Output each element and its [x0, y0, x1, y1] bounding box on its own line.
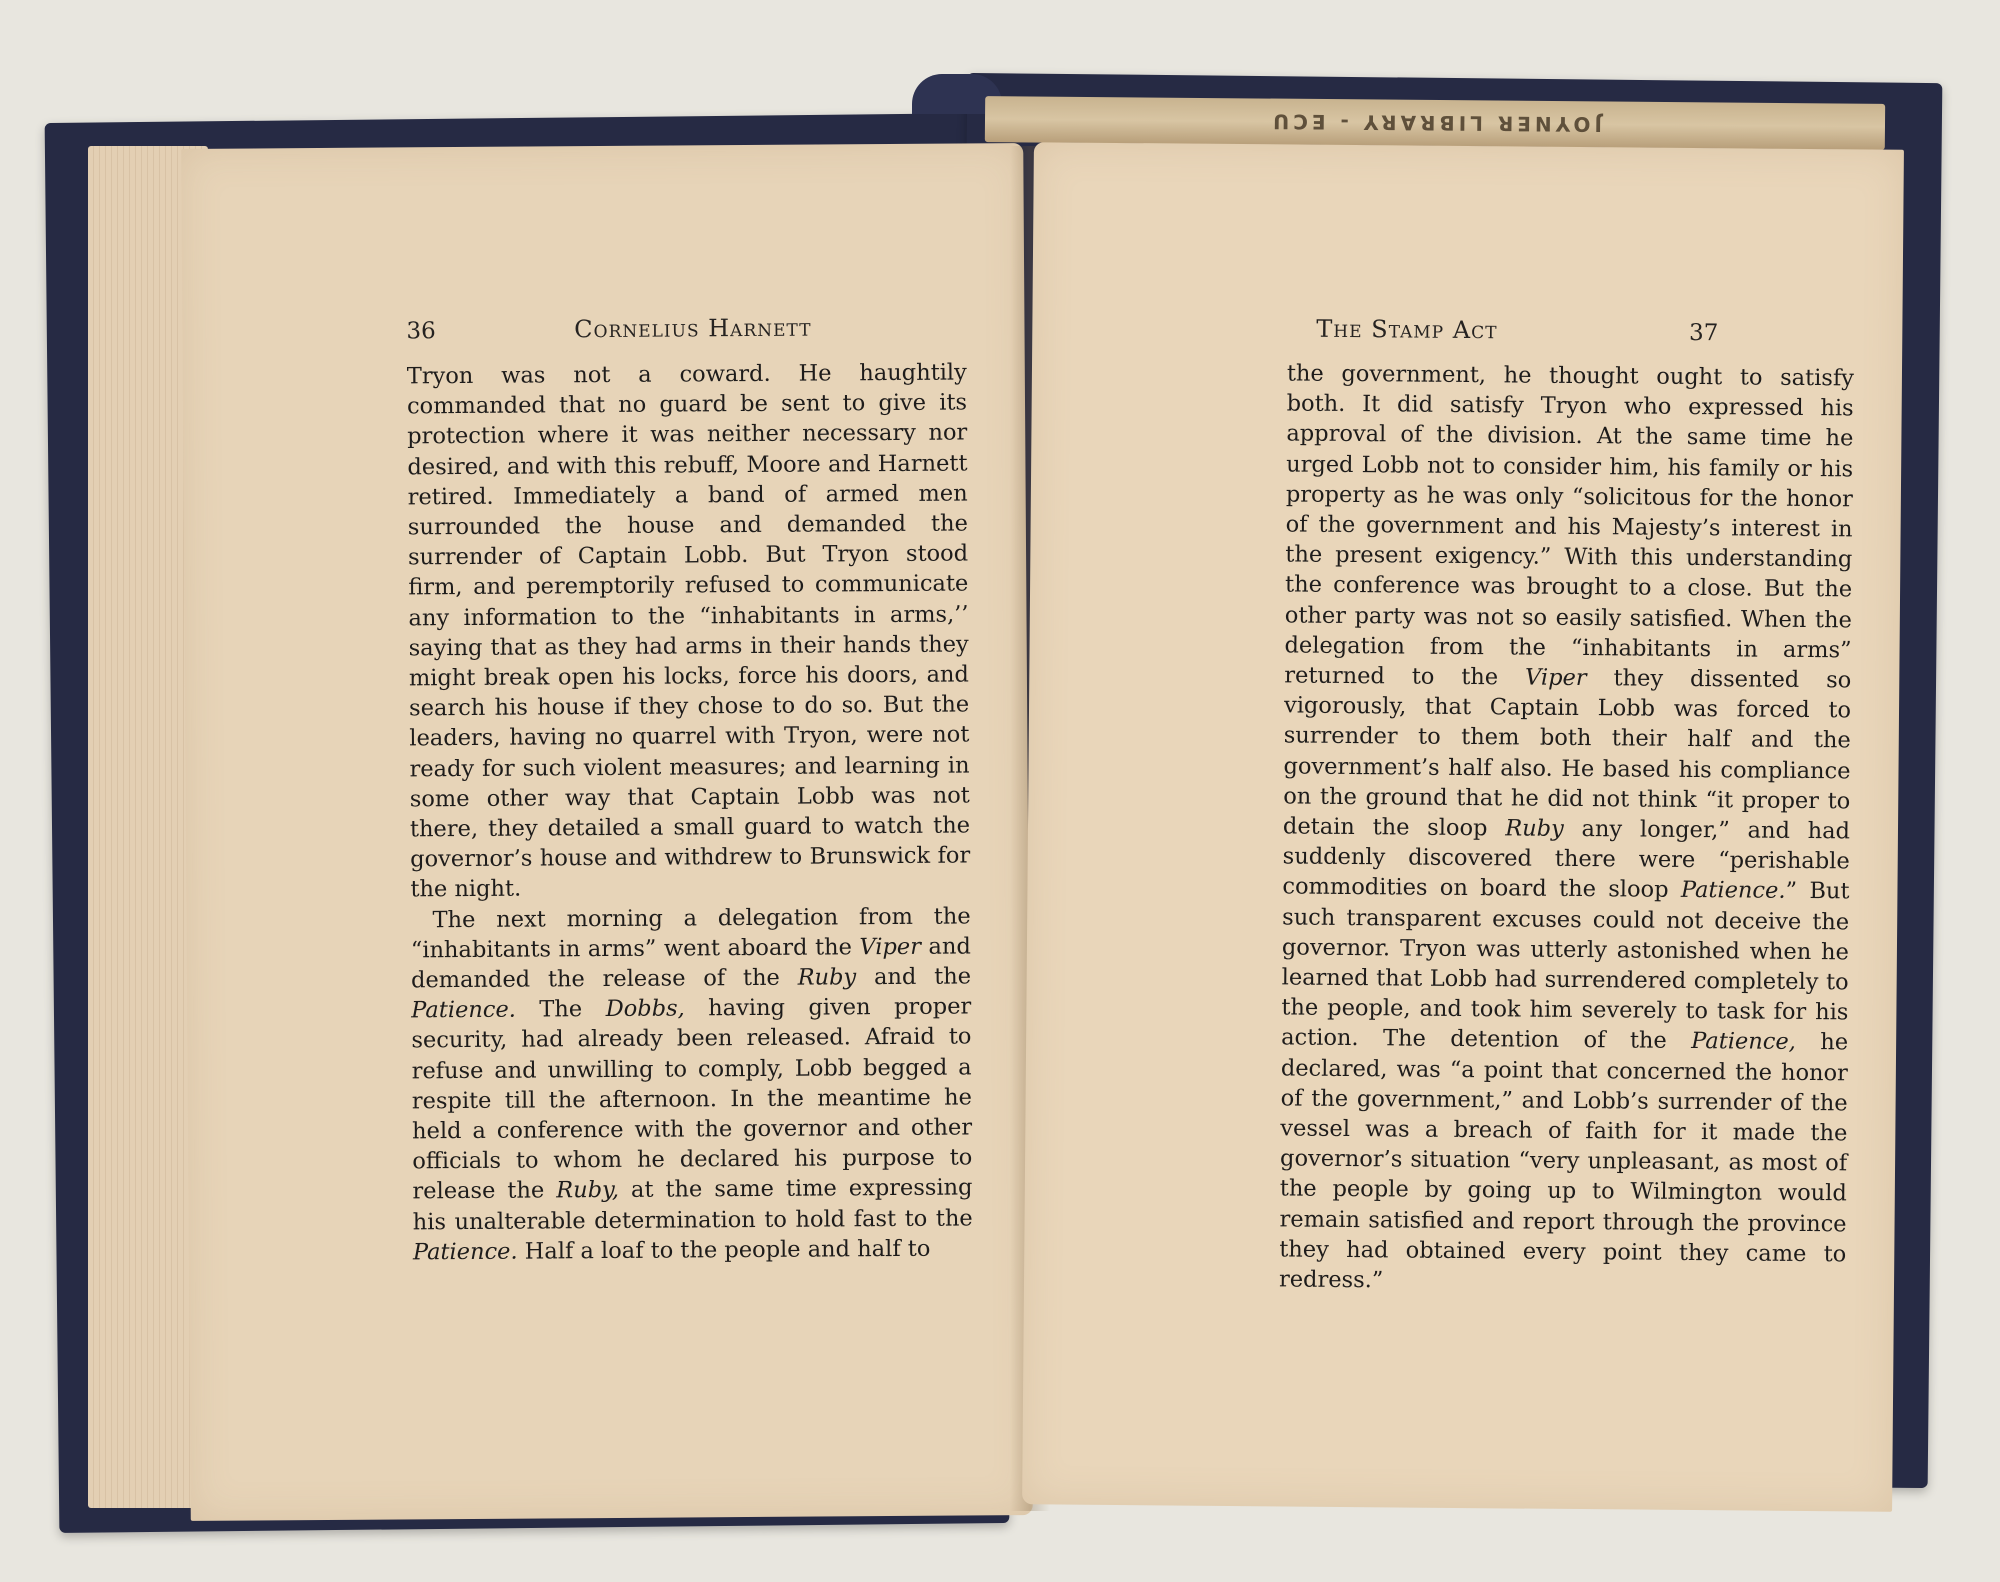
italic-text: Viper: [859, 933, 922, 961]
italic-text: Dobbs,: [605, 995, 685, 1023]
running-head-title: The Stamp Act: [1316, 314, 1498, 345]
right-running-head: [1316, 315, 1718, 347]
italic-text: Patience,: [1691, 1028, 1796, 1056]
text-run: Tryon was not a coward. He haughtily commanded that no guard be sent to give its protection where it was neither necessary nor desired, and with this rebuff, Moore and Harnett retired. Immediately a band of armed men surrounded the house and demanded the surrender of Captain Lobb. But Tryon stood firm, and peremptorily refused to communicate any information to the “inhabitants in arms,’’ saying that as they had arms in their hands they might break open his locks, force his doors, and search his house if they chose to do so. But the leaders, having no quarrel with Tryon, were not ready for such violent measures; and learning in some other way that Captain Lobb was not there, they detailed a small guard to watch the governor’s house and withdrew to Brunswick for the night.: [406, 359, 971, 903]
paragraph: [1279, 358, 1854, 1299]
left-page: [181, 143, 1033, 1521]
italic-text: Ruby: [797, 964, 857, 991]
right-page: [1022, 142, 1904, 1512]
text-run: Half a loaf to the people and half to: [517, 1235, 931, 1265]
text-run: any longer,” and had suddenly discovered there were “perishable commodities on board the sloop: [1282, 815, 1851, 904]
text-run: at the same time expressing his unalterable determination to hold fast to the: [412, 1174, 973, 1236]
text-run: they dissented so vigorously, that Captain Lobb was forced to surrender to them both their half and the government’s half also. He based his compliance on the ground that he did not think “it proper to detain the sloop: [1282, 665, 1852, 842]
text-run: having given proper security, had already been released. Afraid to refuse and unwilling to comply, Lobb begged a respite till the afternoon. In the meantime he held a conference with the governor and other officials to whom he declared his purpose to release the: [411, 993, 973, 1205]
page-number: 37: [1688, 319, 1719, 347]
italic-text: Ruby,: [556, 1177, 620, 1204]
italic-text: Patience.: [411, 996, 516, 1024]
text-run: the government, he thought ought to satisfy both. It did satisfy Tryon who expressed his approval of the division. At the same time he urged Lobb not to consider him, his family or his property as he was only “solicitous for the honor of the government and his Majesty’s interest in the present exigency.” With this understanding the conference was brought to a close. But the other party was not so easily satisfied. When the delegation from the “inhabitants in arms” returned to the: [1284, 360, 1855, 691]
text-run: and the: [856, 963, 972, 991]
text-run: The: [515, 996, 606, 1023]
text-run: and demanded the release of the: [410, 933, 971, 994]
page-top-edge: [985, 96, 1885, 150]
left-page-text: [407, 357, 973, 1267]
italic-text: Patience.: [1680, 877, 1786, 905]
italic-text: Viper: [1524, 664, 1587, 692]
paragraph: [411, 901, 974, 1267]
right-page-text: [1279, 358, 1854, 1299]
paragraph: [407, 357, 971, 905]
italic-text: Patience.: [412, 1238, 518, 1266]
italic-text: Ruby: [1505, 815, 1564, 842]
text-run: ” But such transparent excuses could not deceive the governor. Tryon was utterly astonished when he learned that Lobb had surrendered completely to the people, and took him severely to task for his action. The detention of the: [1281, 878, 1850, 1055]
left-running-head: [406, 314, 811, 345]
text-run: The next morning a delegation from the “inhabitants in arms” went aboard the: [410, 903, 971, 964]
text-run: he declared, was “a point that concerned the honor of the government,” and Lobb’s surrender of the vessel was a breach of faith for it made the governor’s situation “very unpleasant, as most of the people by going up to Wilmington would remain satisfied and report through the province they had obtained every point they came to redress.”: [1278, 1029, 1849, 1294]
page-number: 36: [406, 318, 436, 345]
running-head-title: Cornelius Harnett: [574, 313, 812, 344]
library-stamp: JOYNER LIBRARY - ECU: [1268, 109, 1602, 137]
